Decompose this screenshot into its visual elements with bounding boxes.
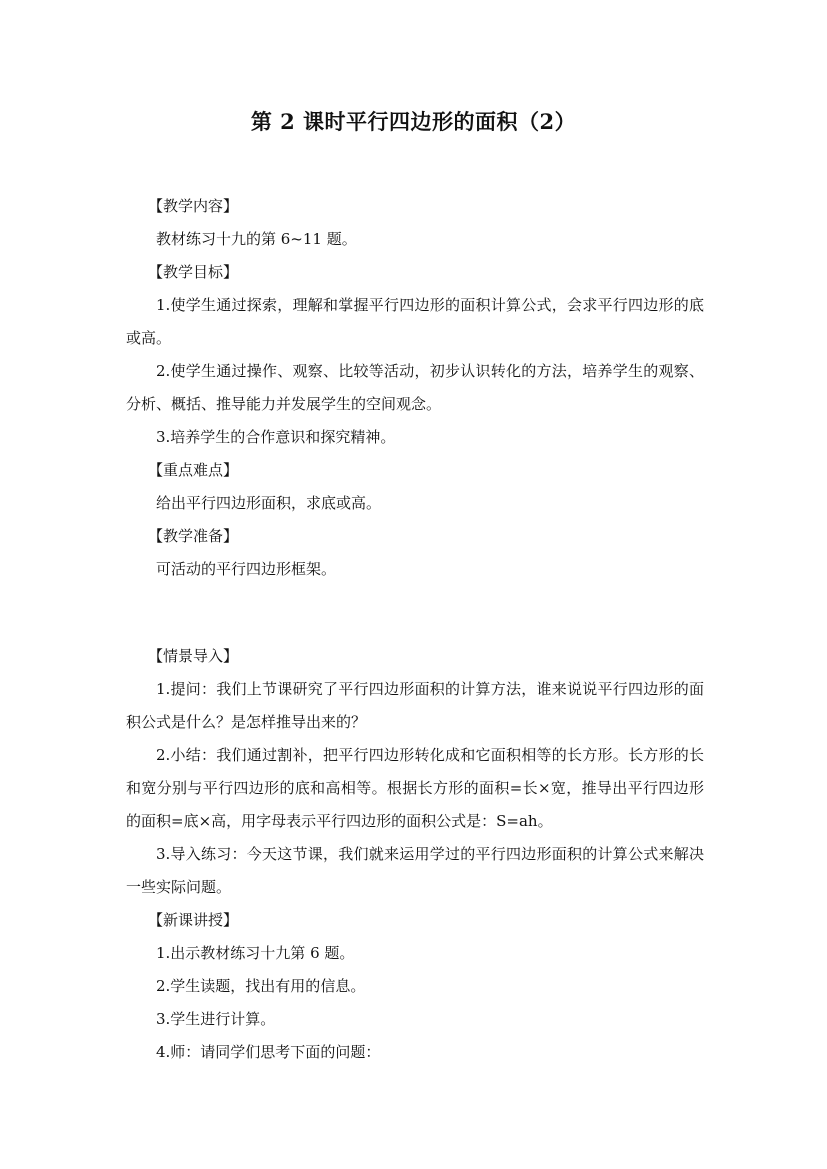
section-heading-goals: 【教学目标】 bbox=[148, 263, 239, 281]
paragraph-new-2: 2.学生读题，找出有用的信息。 bbox=[156, 977, 366, 995]
paragraph-preparation: 可活动的平行四边形框架。 bbox=[156, 560, 337, 578]
document-body bbox=[126, 190, 704, 1069]
paragraph-new-3: 3.学生进行计算。 bbox=[156, 1010, 276, 1028]
paragraph-key-points: 给出平行四边形面积，求底或高。 bbox=[156, 494, 382, 512]
section-heading-preparation: 【教学准备】 bbox=[148, 527, 239, 545]
section-heading-content: 【教学内容】 bbox=[148, 197, 239, 215]
paragraph-content: 教材练习十九的第 6~11 题。 bbox=[156, 230, 357, 248]
section-spacer bbox=[126, 586, 704, 640]
section-heading-key-points: 【重点难点】 bbox=[148, 461, 239, 479]
paragraph-intro-1: 1.提问：我们上节课研究了平行四边形面积的计算方法，谁来说说平行四边形的面积公式是什么？是怎样推导出来的？ bbox=[126, 680, 704, 731]
paragraph-new-4: 4.师：请同学们思考下面的问题： bbox=[156, 1043, 381, 1061]
paragraph-intro-2: 2.小结：我们通过割补，把平行四边形转化成和它面积相等的长方形。长方形的长和宽分别与平行四边形的底和高相等。根据长方形的面积=长×宽，推导出平行四边形的面积=底×高，用字母表示平行四边形的面积公式是：S=ah。 bbox=[126, 746, 704, 830]
paragraph-intro-3: 3.导入练习：今天这节课，我们就来运用学过的平行四边形面积的计算公式来解决一些实际问题。 bbox=[126, 845, 704, 896]
section-heading-intro: 【情景导入】 bbox=[148, 647, 239, 665]
section-heading-new-lesson: 【新课讲授】 bbox=[148, 911, 239, 929]
paragraph-goal-3: 3.培养学生的合作意识和探究精神。 bbox=[156, 428, 396, 446]
paragraph-goal-2: 2.使学生通过操作、观察、比较等活动，初步认识转化的方法，培养学生的观察、分析、概括、推导能力并发展学生的空间观念。 bbox=[126, 362, 704, 413]
paragraph-goal-1: 1.使学生通过探索，理解和掌握平行四边形的面积计算公式，会求平行四边形的底或高。 bbox=[126, 296, 704, 347]
page-title: 第 2 课时平行四边形的面积（2） bbox=[250, 109, 577, 134]
paragraph-new-1: 1.出示教材练习十九第 6 题。 bbox=[156, 944, 355, 962]
